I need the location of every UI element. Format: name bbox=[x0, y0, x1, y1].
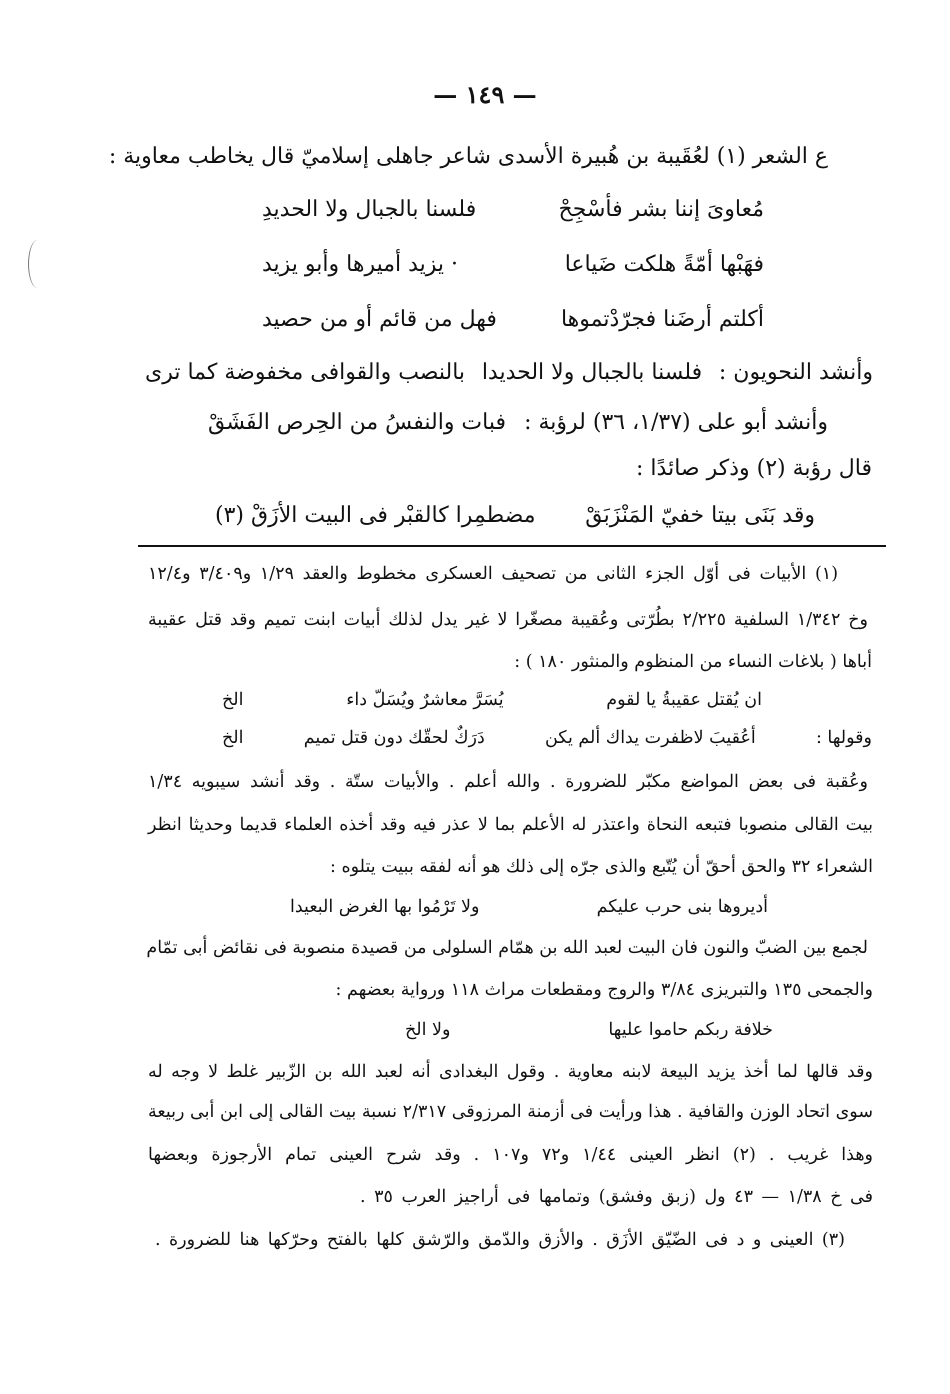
note-line-15: وهذا غريب . (٢) انظر العينى ١/٤٤ و٧٢ و١٠٧ . وقد شرح العينى تمام الأرجوزة وبعضها bbox=[148, 1145, 874, 1165]
note-line-17: (٣) العينى و د فى الضّيّق الأزَق . والأزق والدّمق والرّشق كلها بالفتح وحرّكها هنا للضرورة . bbox=[155, 1230, 845, 1250]
note-verse-2-a: أعُقيبَ لاظفرت يداك ألم يكن bbox=[544, 728, 756, 748]
nahw-comment: بالنصب والقوافى مخفوضة كما ترى bbox=[145, 360, 466, 385]
note-verse-3-a: أديروها بنى حرب عليكم bbox=[596, 897, 768, 917]
abu-ali-lead: وأنشد أبو على (١/٣٧، ٣٦) لرؤبة : bbox=[524, 410, 828, 435]
note-verse-4-a: خلافة ربكم حاموا عليها bbox=[608, 1020, 773, 1040]
note-line-8: الشعراء ٣٢ والحق أحقّ أن يُتّبع والذى جرّه إلى ذلك هو أنه لفقه ببيت يتلوه : bbox=[330, 857, 873, 877]
margin-mark bbox=[28, 240, 47, 288]
note-verse-2-lead: وقولها : bbox=[815, 728, 872, 748]
note-verse-2-etc: الخ bbox=[222, 728, 244, 748]
abu-ali-quote: فبات والنفسُ من الحِرص الفَشَقْ bbox=[208, 410, 506, 435]
verse-1-hemistich-2: فلسنا بالجبال ولا الحديدِ bbox=[262, 197, 477, 222]
note-verse-1 bbox=[222, 690, 762, 710]
ruba-line: قال رؤبة (٢) وذكر صائدًا : bbox=[636, 456, 872, 481]
footnote-separator bbox=[138, 545, 886, 547]
note-verse-4-b: ولا الخ bbox=[405, 1020, 451, 1040]
note-verse-3 bbox=[290, 897, 768, 917]
note-line-16: فى خ ١/٣٨ — ٤٣ ول (زبق وفشق) وتمامها فى أراجيز العرب ٣٥ . bbox=[360, 1187, 873, 1207]
verse-1 bbox=[262, 197, 764, 222]
nahw-lead: وأنشد النحويون : bbox=[718, 360, 873, 385]
nahw-quote: فلسنا بالجبال ولا الحديدا bbox=[481, 360, 703, 385]
note-verse-4 bbox=[405, 1020, 773, 1040]
note-verse-2-b: دَرَكٌ لحقّك دون قتل تميم bbox=[303, 728, 485, 748]
verse-2-hemistich-2: · يزيد أميرها وأبو يزيد bbox=[262, 252, 459, 277]
verse-last-hemistich-1: وقد بَنَى بيتا خفيّ المَنْزَبَقْ bbox=[585, 503, 815, 528]
verse-2-hemistich-1: فهَبْها أمّةً هلكت ضَياعا bbox=[564, 252, 764, 277]
note-line-1: (١) الأبيات فى أوّل الجزء الثانى من تصحيف العسكرى مخطوط والعقد ١/٢٩ و٣/٤٠٩ و١٢/٤ bbox=[148, 564, 839, 584]
note-line-13: وقد قالها لما أخذ يزيد البيعة لابنه معاوية . وقول البغدادى أنه لعبد الله بن الزّبير غلط لا وجه له bbox=[148, 1062, 873, 1082]
note-verse-1-etc: الخ bbox=[222, 690, 244, 710]
note-line-6: وعُقبة فى بعض المواضع مكبّر للضرورة . والله أعلم . والأبيات ستّة . وقد أنشد سيبويه ١/٣٤ bbox=[148, 772, 868, 792]
note-line-7: بيت القالى منصوبا فتبعه النحاة واعتذر له الأعلم بما لا عذر فيه وقد أخذه العلماء قديما وحديثا انظر bbox=[148, 815, 873, 835]
page-number: — ١٤٩ — bbox=[433, 80, 537, 109]
note-line-11: والجمحى ١٣٥ والتبريزى ٣/٨٤ والروج ومقطعات مراث ١١٨ ورواية بعضهم : bbox=[335, 980, 873, 1000]
note-verse-3-b: ولا تَرْمُوا بها الغرض البعيدا bbox=[290, 897, 480, 917]
note-verse-1-b: يُسَرَّ معاشرٌ ويُسَلّ داء bbox=[346, 690, 504, 710]
verse-1-hemistich-1: مُعاوىَ إننا بشر فأسْجِحْ bbox=[558, 197, 764, 222]
verse-3-hemistich-2: فهل من قائم أو من حصيد bbox=[262, 307, 497, 332]
note-line-3: أباها ( بلاغات النساء من المنظوم والمنثور ١٨٠ ) : bbox=[514, 652, 872, 672]
verse-3 bbox=[262, 307, 764, 332]
verse-3-hemistich-1: أكلتم أرضَنا فجرّدْتموها bbox=[560, 307, 764, 332]
verse-last bbox=[215, 503, 815, 528]
verse-last-hemistich-2: مضطمِرا كالقبْر فى البيت الأزَقْ (٣) bbox=[215, 503, 536, 528]
intro-line: ع الشعر (١) لعُقَيبة بن هُبيرة الأسدى شاعر جاهلى إسلاميّ قال يخاطب معاوية : bbox=[108, 144, 828, 169]
verse-2 bbox=[262, 252, 764, 277]
note-line-2: وخ ١/٣٤٢ السلفية ٢/٢٢٥ بطُرّتى وعُقيبة مصغّرا لا غير يدل لذلك أبيات ابنت تميم وقد قتل عقيبة bbox=[148, 610, 868, 630]
nahw-line bbox=[145, 360, 873, 385]
note-verse-2 bbox=[222, 728, 872, 748]
note-verse-1-a: ان يُقتل عقيبةُ يا لقوم bbox=[606, 690, 762, 710]
abu-ali-line bbox=[208, 410, 828, 435]
note-line-10: لجمع بين الضبّ والنون فان البيت لعبد الله بن همّام السلولى من قصيدة منصوبة فى نقائض أبى تمّام bbox=[146, 938, 868, 958]
note-line-14: سوى اتحاد الوزن والقافية . هذا ورأيت فى أزمنة المرزوقى ٢/٣١٧ نسبة بيت القالى إلى ابن أبى ربيعة bbox=[148, 1102, 874, 1122]
